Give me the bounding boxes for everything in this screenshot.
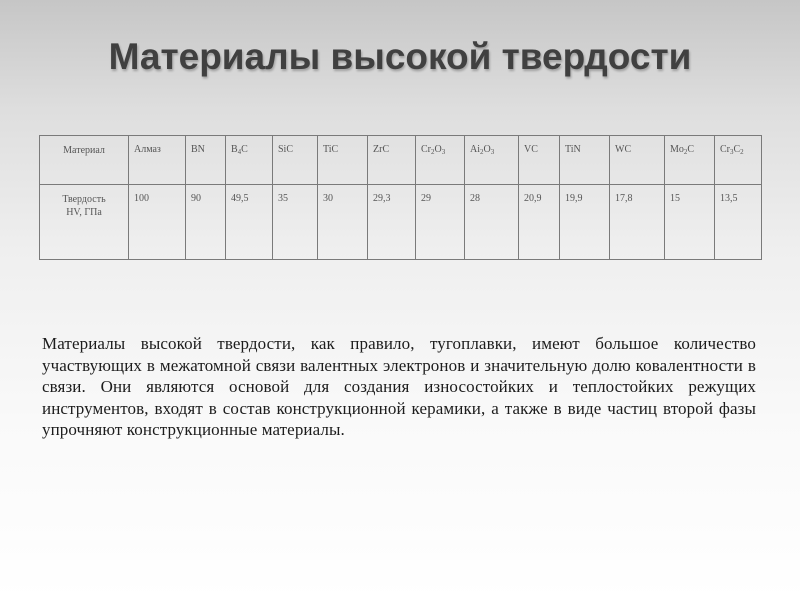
value-cell: 35 bbox=[273, 185, 318, 260]
header-cell: $B_4C$ bbox=[226, 136, 273, 185]
value-cell: 13,5 bbox=[715, 185, 762, 260]
header-cell: $Mo_2C$ bbox=[665, 136, 715, 185]
row-label-hardness: Твердость HV, ГПа bbox=[40, 185, 129, 260]
value-cell: 100 bbox=[129, 185, 186, 260]
slide-title: Материалы высокой твердости bbox=[108, 36, 692, 77]
table-values-row bbox=[40, 185, 762, 260]
body-paragraph: Материалы высокой твердости, как правило, тугоплавки, имеют большое количество участвующих в межатомной связи валентных электронов и значительную долю ковалентности в связи. Они являются основой для создания износостойких и теплостойких режущих инструментов, входят в состав конструкционной керамики, а также в виде частиц второй фазы упрочняют конструкционные материалы. bbox=[42, 334, 756, 439]
header-cell: Алмаз bbox=[129, 136, 186, 185]
value-cell: 30 bbox=[318, 185, 368, 260]
header-cell: TiC bbox=[318, 136, 368, 185]
table-header-row bbox=[40, 136, 762, 185]
header-cell: BN bbox=[186, 136, 226, 185]
header-cell: VC bbox=[519, 136, 560, 185]
value-cell: 29 bbox=[416, 185, 465, 260]
value-cell: 20,9 bbox=[519, 185, 560, 260]
hardness-table bbox=[39, 135, 762, 260]
value-cell: 29,3 bbox=[368, 185, 416, 260]
header-cell: $Cr_3C_2$ bbox=[715, 136, 762, 185]
header-cell: $Ai_2O_3$ bbox=[465, 136, 519, 185]
header-cell: SiC bbox=[273, 136, 318, 185]
value-cell: 28 bbox=[465, 185, 519, 260]
header-cell: WC bbox=[610, 136, 665, 185]
value-cell: 49,5 bbox=[226, 185, 273, 260]
header-cell: $Cr_2O_3$ bbox=[416, 136, 465, 185]
value-cell: 15 bbox=[665, 185, 715, 260]
value-cell: 17,8 bbox=[610, 185, 665, 260]
header-cell-material: Материал bbox=[40, 136, 129, 185]
value-cell: 90 bbox=[186, 185, 226, 260]
header-cell: ZrC bbox=[368, 136, 416, 185]
header-cell: TiN bbox=[560, 136, 610, 185]
value-cell: 19,9 bbox=[560, 185, 610, 260]
